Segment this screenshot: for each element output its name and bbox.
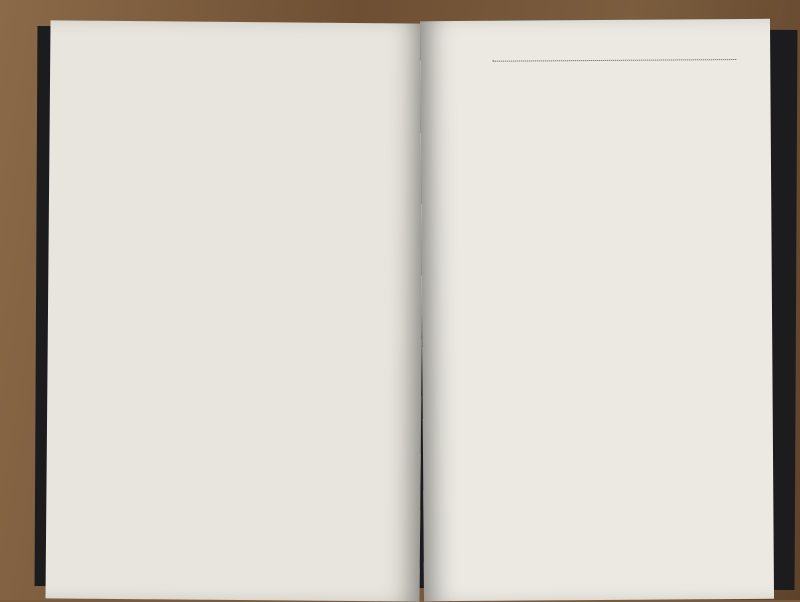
left-page xyxy=(45,20,424,601)
bibliography-list xyxy=(94,59,414,76)
right-page xyxy=(420,19,774,601)
table-of-contents xyxy=(430,37,760,71)
toc-title xyxy=(430,55,760,57)
